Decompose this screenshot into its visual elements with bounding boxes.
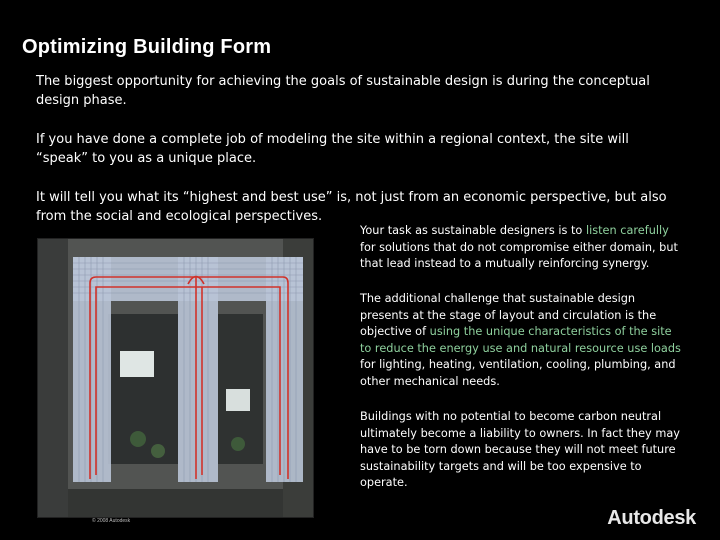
autodesk-logo: Autodesk xyxy=(607,507,696,529)
right-paragraph-1-highlight: listen carefully xyxy=(585,224,669,237)
right-paragraph-1-text: Your task as sustainable designers is to xyxy=(360,224,586,237)
building-aerial-image xyxy=(37,238,314,518)
slide-title: Optimizing Building Form xyxy=(22,36,272,58)
right-paragraph-3: Buildings with no potential to become carbon neutral ultimately become a liability to owners. In fact they may have to be torn down because they will not meet future sustainability targets and will be too expensive to operate. xyxy=(360,410,680,489)
right-paragraph-2 xyxy=(360,291,685,390)
right-paragraph-2-highlight: using the unique characteristics of the site to reduce the energy use and natural resource use loads xyxy=(360,325,681,355)
right-paragraph-2-text: The additional challenge that sustainable design presents at the stage of layout and circulation is the objective of xyxy=(360,292,657,338)
right-paragraph-1 xyxy=(360,223,685,273)
right-paragraph-2-text-end: for lighting, heating, ventilation, cooling, plumbing, and other mechanical needs. xyxy=(360,358,676,388)
intro-paragraph-1: The biggest opportunity for achieving the goals of sustainable design is during the conceptual design phase. xyxy=(36,74,650,108)
copyright-notice: © 2008 Autodesk xyxy=(92,518,131,524)
intro-paragraph-2: If you have done a complete job of modeling the site within a regional context, the site will “speak” to you as a unique place. xyxy=(36,132,629,166)
intro-paragraph-3: It will tell you what its “highest and best use” is, not just from an economic perspective, but also from the social and ecological perspectives. xyxy=(36,190,667,224)
right-paragraph-1-text-end: for solutions that do not compromise either domain, but that lead instead to a mutually reinforcing synergy. xyxy=(360,240,678,270)
